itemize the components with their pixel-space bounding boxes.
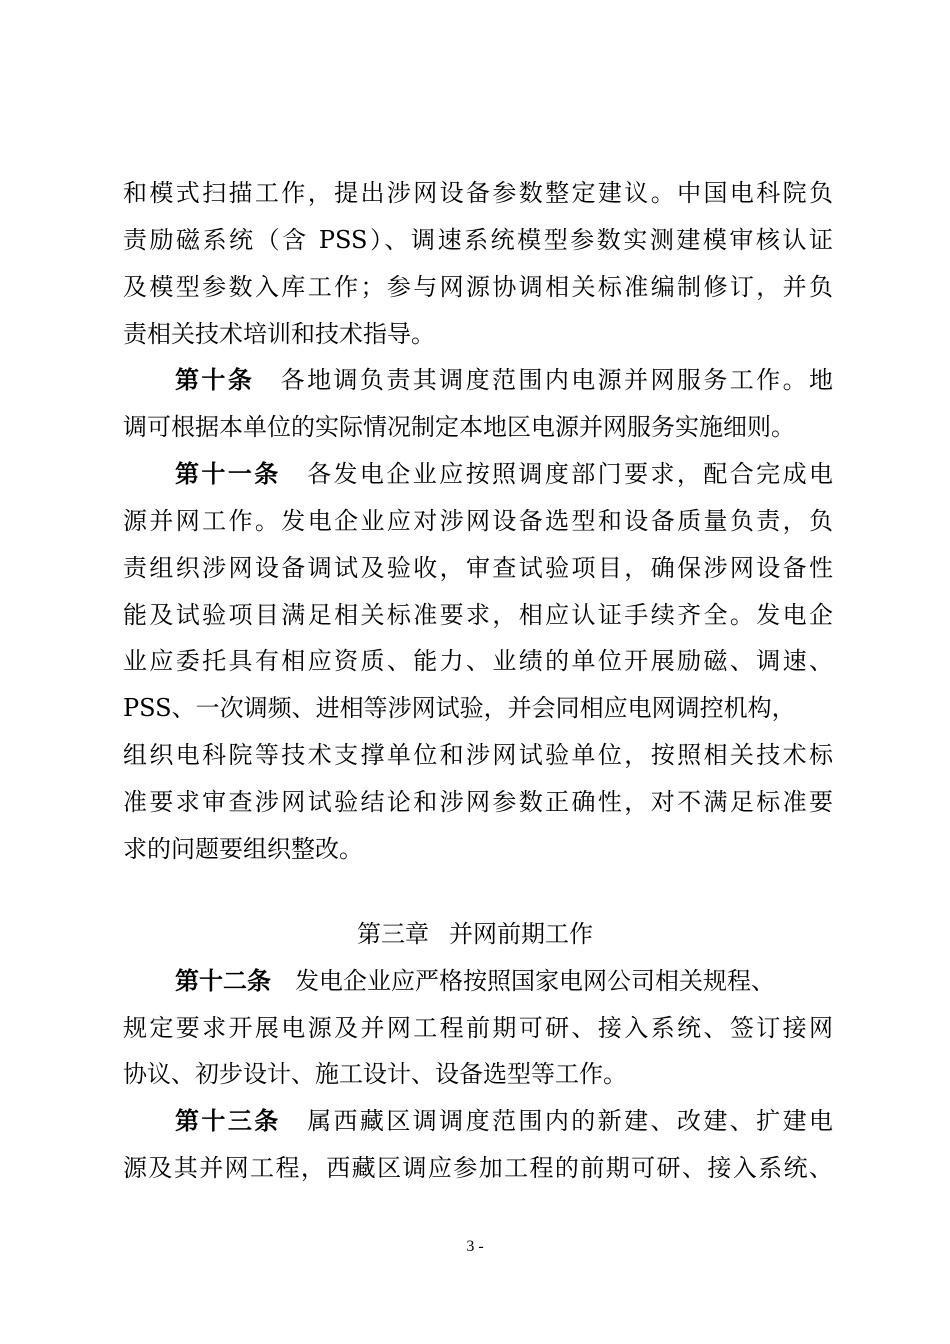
chapter-heading	[0, 911, 950, 957]
text-line: 准要求审查涉网试验结论和涉网参数正确性，对不满足标准要	[123, 788, 833, 816]
text-line: 责组织涉网设备调试及验收，审查试验项目，确保涉网设备性	[123, 554, 833, 582]
text-line: 求的问题要组织整改。	[123, 835, 363, 863]
article-first-line	[175, 451, 833, 497]
text-line: 责励磁系统（含 PSS）、调速系统模型参数实测建模审核认证	[123, 226, 833, 254]
text-line: 责相关技术培训和技术指导。	[123, 320, 435, 348]
chapter-number: 第三章	[357, 920, 429, 948]
article-label: 第十二条	[175, 967, 271, 995]
text-line: 源及其并网工程，西藏区调应参加工程的前期可研、接入系统、	[123, 1154, 833, 1182]
article-label: 第十三条	[175, 1107, 281, 1135]
text-line: 各地调负责其调度范围内电源并网服务工作。地	[278, 366, 833, 394]
text-line: 和模式扫描工作，提出涉网设备参数整定建议。中国电科院负	[123, 179, 833, 207]
article-label: 第十条	[175, 366, 255, 394]
article-first-line	[175, 1098, 833, 1144]
text-line: 调可根据本单位的实际情况制定本地区电源并网服务实施细则。	[123, 413, 795, 441]
text-line: 业应委托具有相应资质、能力、业绩的单位开展励磁、调速、	[123, 647, 833, 675]
text-line: 组织电科院等技术支撑单位和涉网试验单位，按照相关技术标	[123, 741, 833, 769]
text-line: 协议、初步设计、施工设计、设备选型等工作。	[123, 1060, 627, 1088]
article-first-line	[175, 357, 833, 403]
text-line: 属西藏区调调度范围内的新建、改建、扩建电	[304, 1107, 834, 1135]
chapter-title: 并网前期工作	[449, 920, 593, 948]
text-line: 及模型参数入库工作；参与网源协调相关标准编制修订，并负	[123, 273, 833, 301]
article-label: 第十一条	[175, 460, 281, 488]
article-first-line	[175, 958, 833, 1004]
text-line: 发电企业应严格按照国家电网公司相关规程、	[295, 967, 775, 995]
page-number: 3 -	[466, 1238, 484, 1255]
text-line: 各发电企业应按照调度部门要求，配合完成电	[304, 460, 834, 488]
text-line: 源并网工作。发电企业应对涉网设备选型和设备质量负责，负	[123, 507, 833, 535]
text-line: PSS、一次调频、进相等涉网试验，并会同相应电网调控机构，	[123, 694, 796, 722]
text-line: 规定要求开展电源及并网工程前期可研、接入系统、签订接网	[123, 1014, 833, 1042]
text-line: 能及试验项目满足相关标准要求，相应认证手续齐全。发电企	[123, 601, 833, 629]
